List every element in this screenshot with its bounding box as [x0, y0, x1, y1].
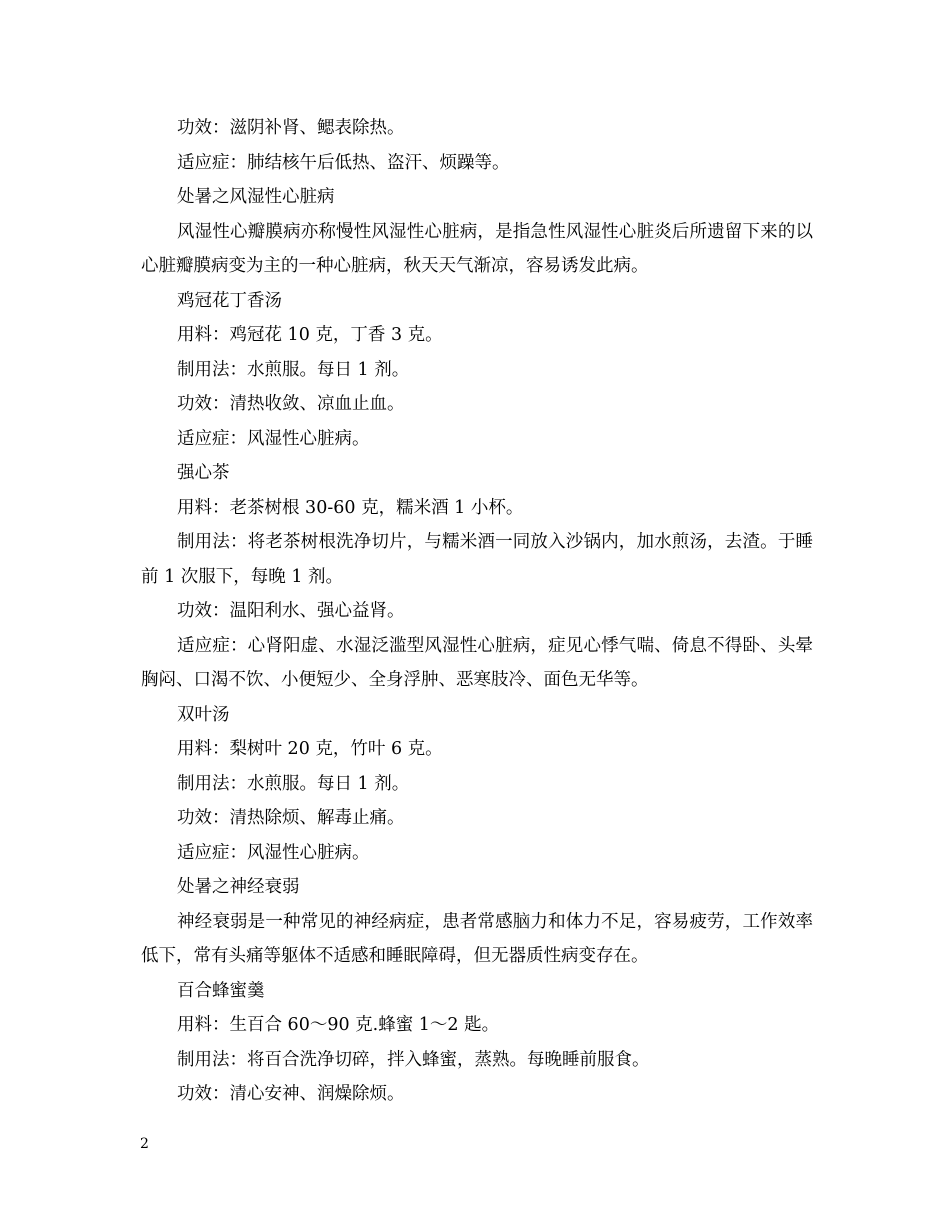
- recipe-title-lily-honey-soup: 百合蜂蜜羹: [177, 980, 265, 1001]
- paragraph-preparation: 制用法：将百合洗净切碎，拌入蜂蜜，蒸熟。每晚睡前服食。: [177, 1049, 650, 1070]
- paragraph-efficacy: 功效：清热收敛、凉血止血。: [177, 394, 405, 414]
- section-heading-rheumatic-heart-disease: 处暑之风湿性心脏病: [177, 187, 335, 207]
- paragraph-efficacy: 功效：清热除烦、解毒止痛。: [177, 808, 405, 828]
- page-number: 2: [140, 1136, 149, 1152]
- recipe-title-double-leaf-soup: 双叶汤: [177, 704, 230, 725]
- paragraph-indication: 适应症：肺结核午后低热、盗汗、烦躁等。: [177, 152, 510, 173]
- paragraph-efficacy: 功效：滋阴补肾、鳃表除热。: [177, 118, 405, 138]
- recipe-title-cockscomb-clove-soup: 鸡冠花丁香汤: [177, 290, 282, 311]
- paragraph-preparation: 制用法：将老茶树根洗净切片，与糯米酒一同放入沙锅内，加水煎汤，去渣。于睡前 1 次服下，每晚 1 剂。: [141, 532, 813, 587]
- paragraph-preparation: 制用法：水煎服。每日 1 剂。: [177, 773, 410, 794]
- body-text: [141, 111, 813, 1112]
- recipe-title-heart-tea: 强心茶: [177, 463, 230, 483]
- paragraph-neurasthenia-description: 神经衰弱是一种常见的神经病症，患者常感脑力和体力不足，容易疲劳，工作效率低下，常有头痛等躯体不适感和睡眠障碍，但无器质性病变存在。: [141, 911, 813, 966]
- paragraph-preparation: 制用法：水煎服。每日 1 剂。: [177, 359, 410, 380]
- paragraph-ingredients: 用料：梨树叶 20 克，竹叶 6 克。: [177, 739, 443, 759]
- paragraph-indication: 适应症：心肾阳虚、水湿泛滥型风湿性心脏病，症见心悸气喘、倚息不得卧、头晕胸闷、口渴不饮、小便短少、全身浮肿、恶寒肢冷、面色无华等。: [141, 635, 813, 690]
- paragraph-ingredients: 用料：生百合 60～90 克.蜂蜜 1～2 匙。: [177, 1015, 500, 1035]
- paragraph-indication: 适应症：风湿性心脏病。: [177, 428, 370, 449]
- paragraph-efficacy: 功效：温阳利水、强心益肾。: [177, 601, 405, 621]
- paragraph-efficacy: 功效：清心安神、润燥除烦。: [177, 1084, 405, 1104]
- paragraph-ingredients: 用料：老茶树根 30-60 克，糯米酒 1 小杯。: [177, 497, 524, 518]
- section-heading-neurasthenia: 处暑之神经衰弱: [177, 877, 300, 897]
- paragraph-indication: 适应症：风湿性心脏病。: [177, 842, 370, 863]
- paragraph-ingredients: 用料：鸡冠花 10 克，丁香 3 克。: [177, 325, 443, 345]
- paragraph-rheumatic-description: 风湿性心瓣膜病亦称慢性风湿性心脏病，是指急性风湿性心脏炎后所遗留下来的以心脏瓣膜病变为主的一种心脏病，秋天天气渐凉，容易诱发此病。: [141, 221, 813, 276]
